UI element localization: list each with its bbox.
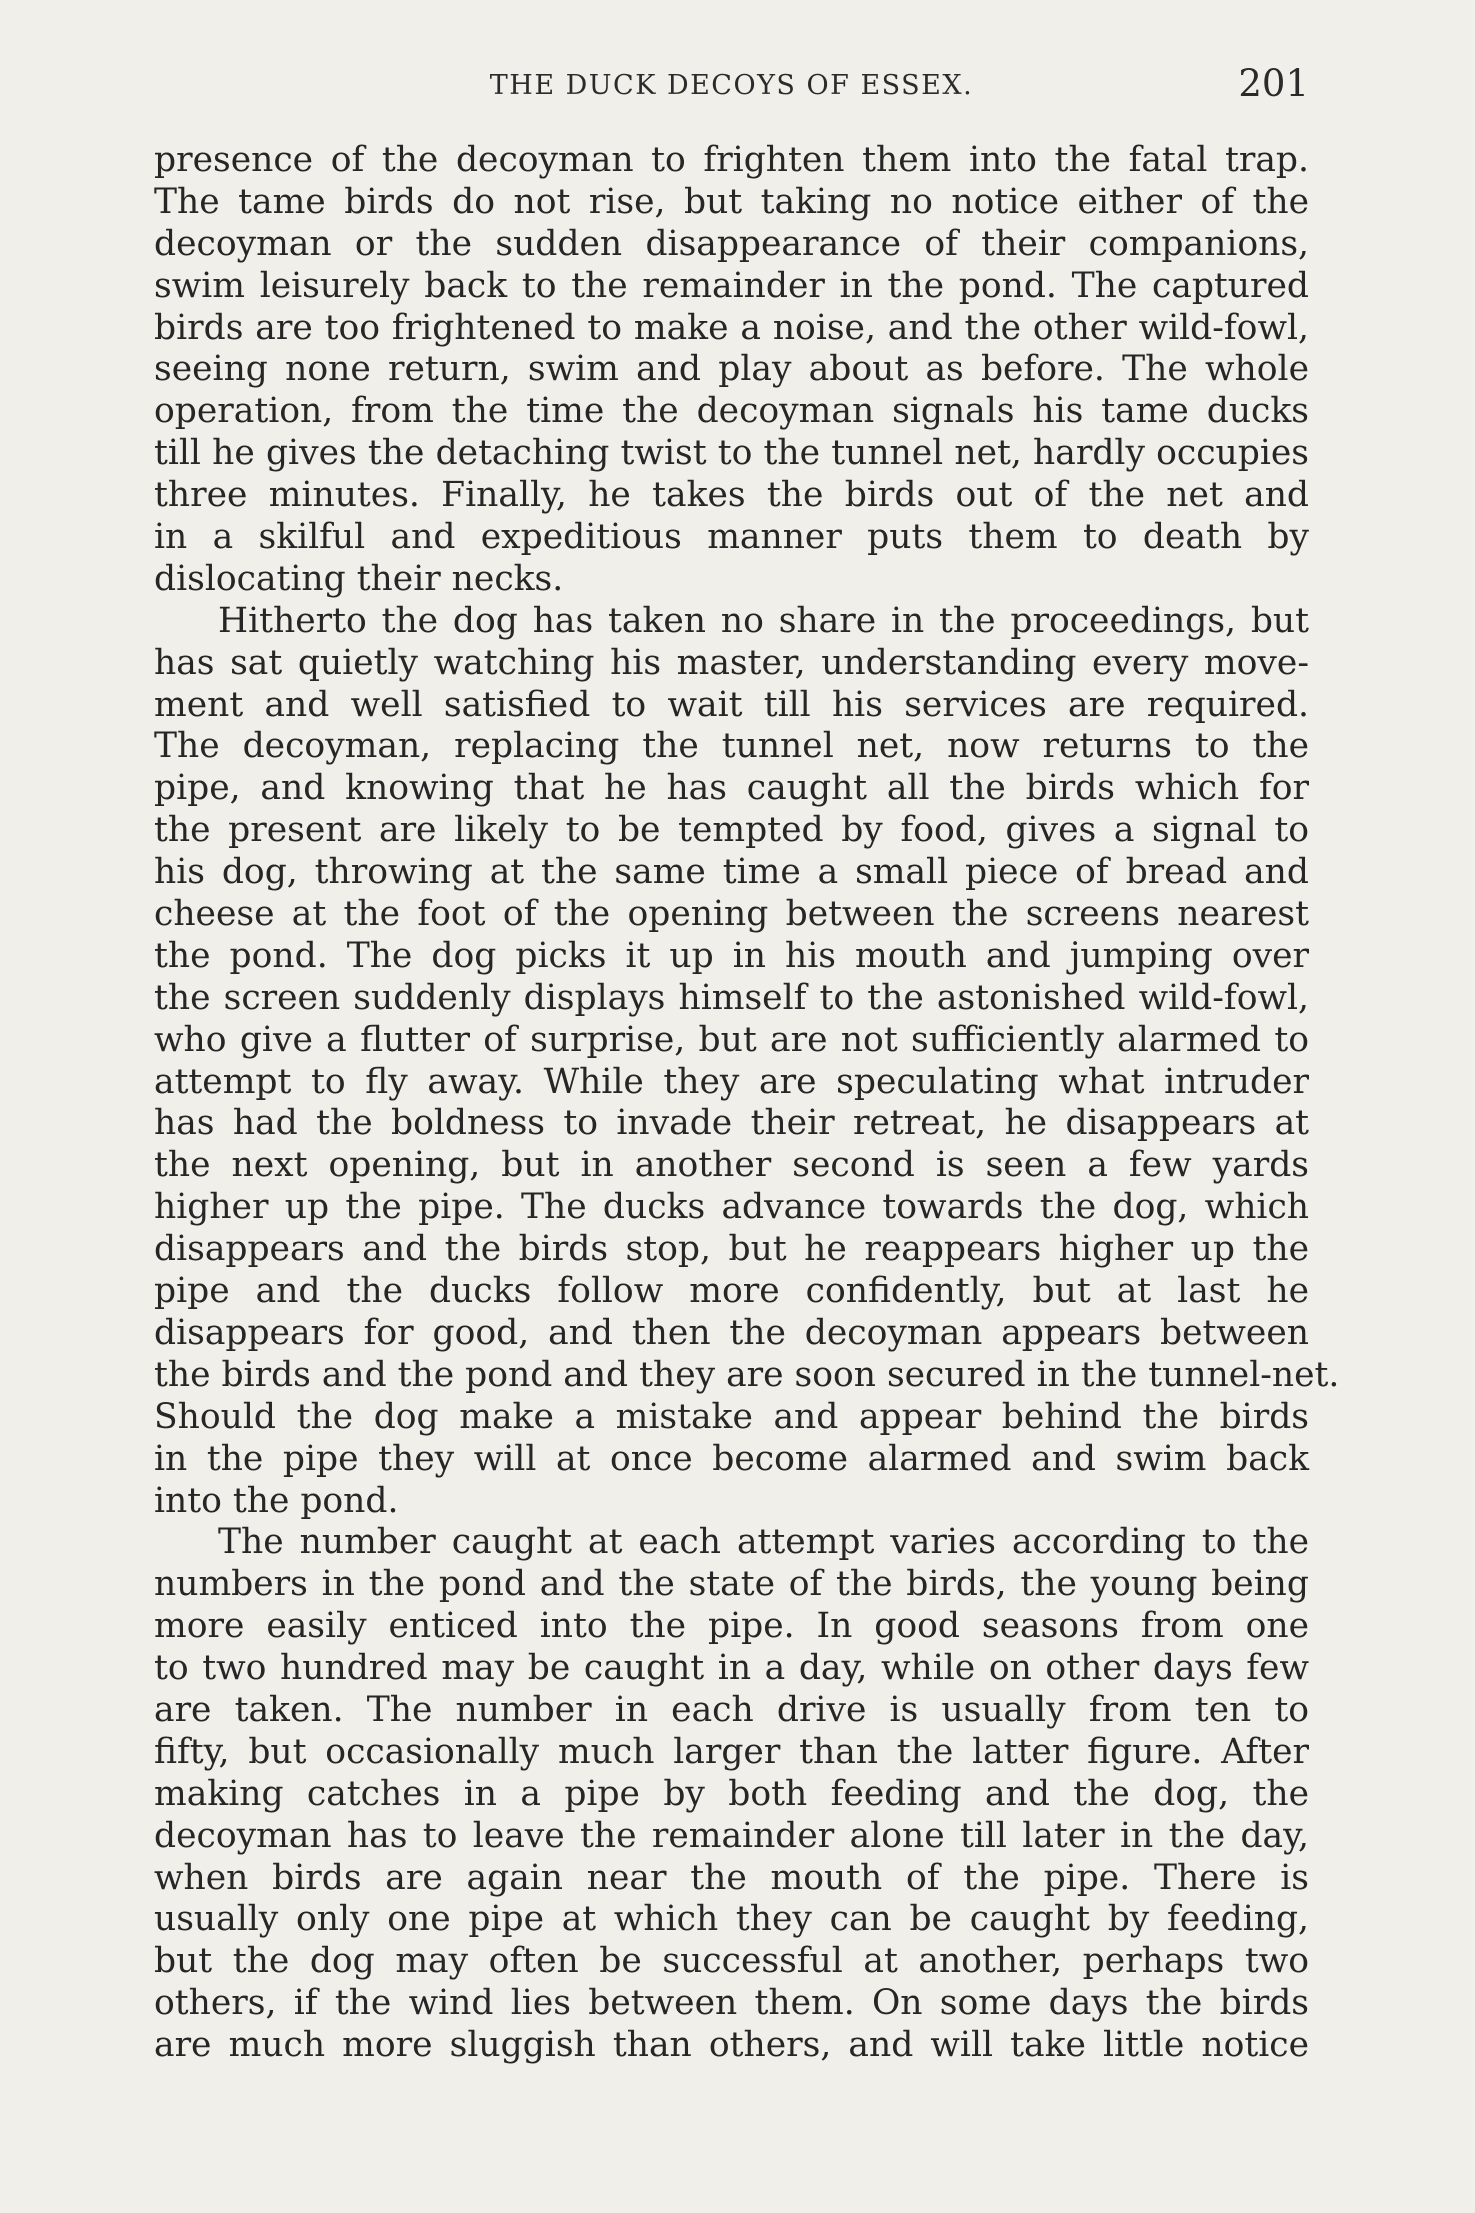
text-line: dislocating their necks. <box>154 558 564 599</box>
text-line: attempt to fly away. While they are speculating what intruder <box>154 1061 1309 1102</box>
text-line: operation, from the time the decoyman signals his tame ducks <box>154 391 1309 432</box>
text-line: birds are too frightened to make a noise, and the other wild-fowl, <box>154 307 1309 348</box>
text-line: the birds and the pond and they are soon secured in the tunnel-net. <box>154 1354 1340 1395</box>
text-line: decoyman or the sudden disappearance of their companions, <box>154 223 1309 264</box>
text-line: the next opening, but in another second is seen a few yards <box>154 1145 1309 1186</box>
text-line: who give a flutter of surprise, but are not sufficiently alarmed to <box>154 1019 1309 1060</box>
text-line: numbers in the pond and the state of the birds, the young being <box>154 1564 1309 1605</box>
text-line: fifty, but occasionally much larger than the latter figure. After <box>154 1731 1309 1772</box>
text-line: the pond. The dog picks it up in his mouth and jumping over <box>154 935 1309 976</box>
text-line: Hitherto the dog has taken no share in the proceedings, but <box>218 600 1309 641</box>
running-head <box>154 62 1309 112</box>
page-number: 201 <box>1238 62 1309 105</box>
text-line: Should the dog make a mistake and appear behind the birds <box>154 1396 1309 1437</box>
paragraph <box>154 1522 1309 2067</box>
paragraph <box>154 600 1340 1523</box>
body-text <box>154 140 1340 2067</box>
text-line: are much more sluggish than others, and will take little notice <box>154 2025 1309 2066</box>
text-line: are taken. The number in each drive is usually from ten to <box>154 1689 1309 1730</box>
text-line: The number caught at each attempt varies according to the <box>218 1522 1309 1563</box>
text-line: the present are likely to be tempted by food, gives a signal to <box>154 810 1309 851</box>
text-line: pipe and the ducks follow more confidently, but at last he <box>154 1271 1309 1312</box>
text-line: his dog, throwing at the same time a small piece of bread and <box>154 852 1309 893</box>
text-line: disappears for good, and then the decoyman appears between <box>154 1312 1309 1353</box>
text-line: seeing none return, swim and play about as before. The whole <box>154 349 1309 390</box>
text-line: but the dog may often be successful at another, perhaps two <box>154 1941 1309 1982</box>
text-line: the screen suddenly displays himself to the astonished wild-fowl, <box>154 977 1309 1018</box>
text-line: The decoyman, replacing the tunnel net, now returns to the <box>154 726 1309 767</box>
text-line: cheese at the foot of the opening between the screens nearest <box>154 894 1309 935</box>
text-line: more easily enticed into the pipe. In good seasons from one <box>154 1606 1309 1647</box>
text-line: into the pond. <box>154 1480 399 1521</box>
text-line: others, if the wind lies between them. On some days the birds <box>154 1983 1309 2024</box>
text-line: decoyman has to leave the remainder alone till later in the day, <box>154 1815 1309 1856</box>
text-line: presence of the decoyman to frighten them into the fatal trap. <box>154 140 1309 180</box>
paragraph <box>154 140 1309 601</box>
text-line: three minutes. Finally, he takes the birds out of the net and <box>154 475 1309 516</box>
text-line: when birds are again near the mouth of the pipe. There is <box>154 1857 1309 1898</box>
running-title: THE DUCK DECOYS OF ESSEX. <box>489 70 974 101</box>
text-line: The tame birds do not rise, but taking no notice either of the <box>154 181 1309 222</box>
text-line: to two hundred may be caught in a day, while on other days few <box>154 1648 1309 1689</box>
text-line: swim leisurely back to the remainder in the pond. The captured <box>154 265 1309 306</box>
text-line: has sat quietly watching his master, understanding every move- <box>154 642 1309 683</box>
text-line: in the pipe they will at once become alarmed and swim back <box>154 1438 1309 1479</box>
text-line: till he gives the detaching twist to the tunnel net, hardly occupies <box>154 433 1309 474</box>
text-line: making catches in a pipe by both feeding and the dog, the <box>154 1773 1309 1814</box>
text-line: pipe, and knowing that he has caught all the birds which for <box>154 768 1309 809</box>
text-line: in a skilful and expeditious manner puts them to death by <box>154 517 1309 558</box>
text-line: has had the boldness to invade their retreat, he disappears at <box>154 1103 1309 1144</box>
text-line: disappears and the birds stop, but he reappears higher up the <box>154 1229 1309 1270</box>
text-line: usually only one pipe at which they can be caught by feeding, <box>154 1899 1309 1940</box>
text-line: ment and well satisfied to wait till his services are required. <box>154 684 1309 725</box>
text-line: higher up the pipe. The ducks advance towards the dog, which <box>154 1187 1309 1228</box>
